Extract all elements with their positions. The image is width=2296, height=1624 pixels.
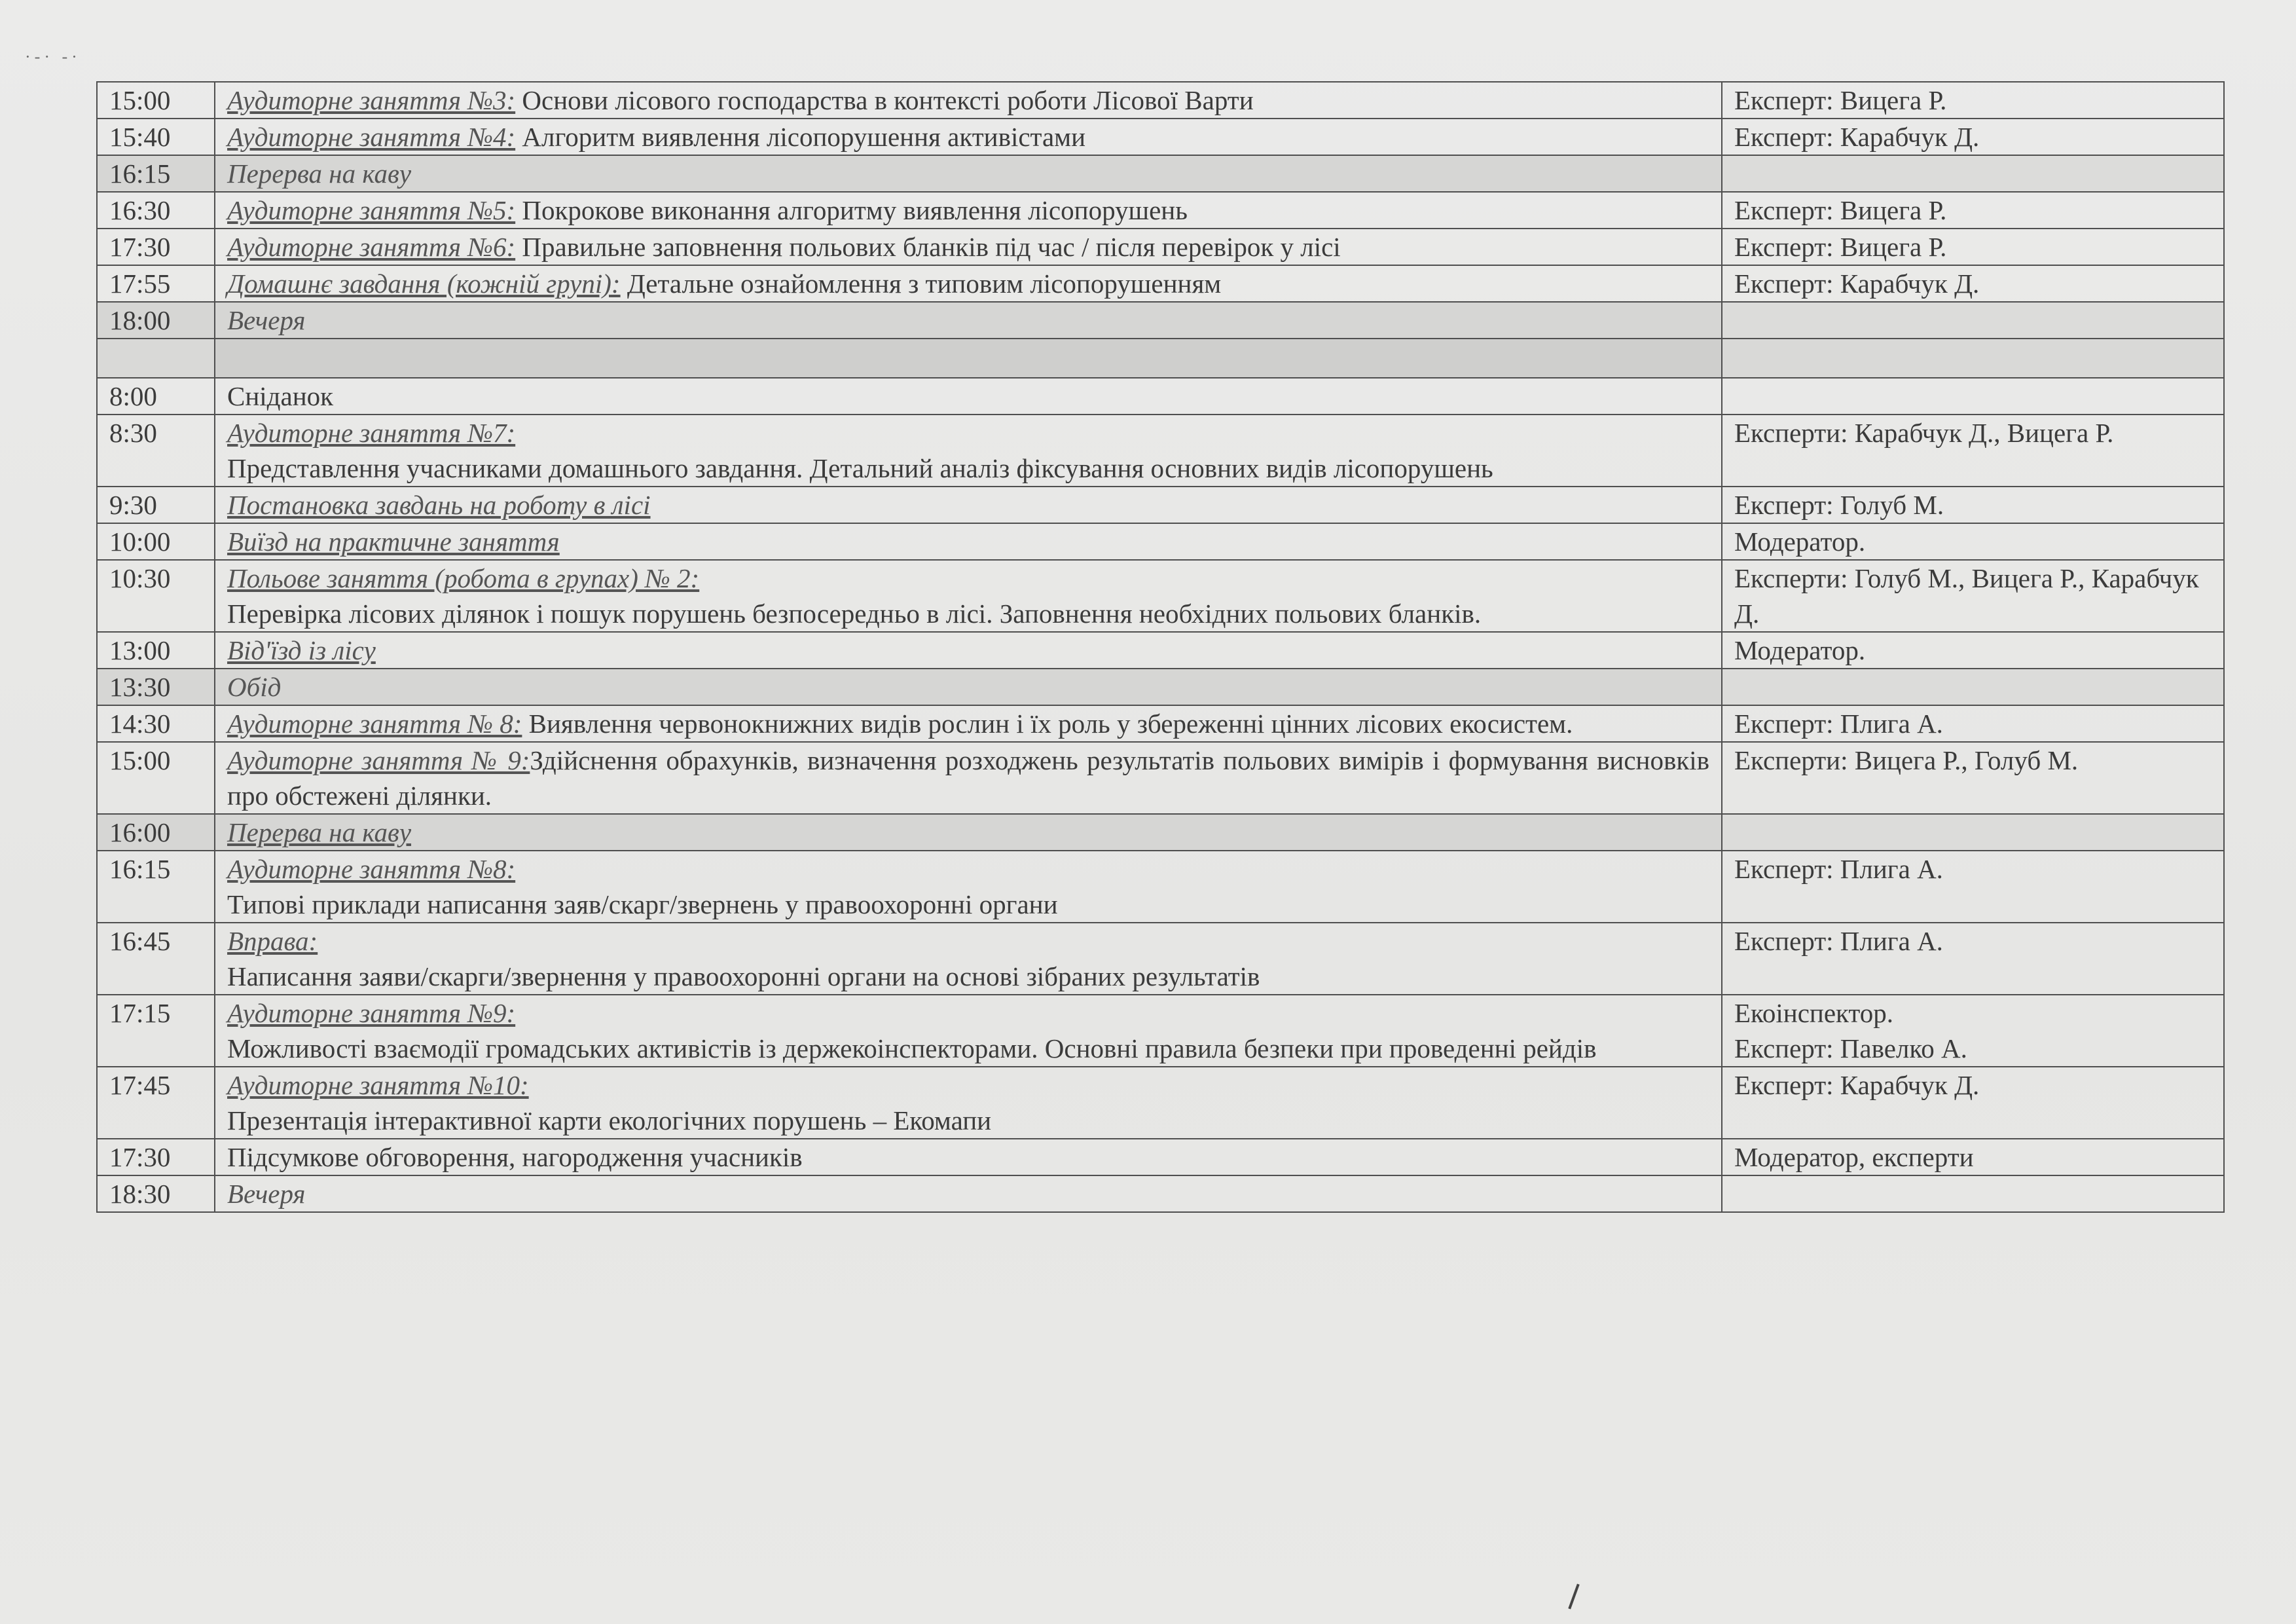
time-cell: 17:55 bbox=[97, 265, 215, 302]
activity-cell bbox=[215, 302, 1722, 339]
activity-label: Обід bbox=[227, 672, 282, 702]
activity-text: Детальне ознайомлення з типовим лісопорушенням bbox=[620, 268, 1222, 299]
responsible-cell bbox=[1722, 339, 2224, 378]
activity-cell bbox=[215, 119, 1722, 155]
responsible-text: Екоінспектор. bbox=[1734, 998, 1894, 1028]
activity-text: Правильне заповнення польових бланків під час / після перевірок у лісі bbox=[515, 232, 1341, 262]
time-cell: 16:15 bbox=[97, 155, 215, 192]
schedule-row bbox=[97, 1175, 2224, 1212]
time-cell: 16:15 bbox=[97, 851, 215, 923]
schedule-body bbox=[97, 82, 2224, 1212]
time-cell: 9:30 bbox=[97, 487, 215, 523]
schedule-table bbox=[96, 81, 2225, 1213]
schedule-row bbox=[97, 119, 2224, 155]
responsible-cell bbox=[1722, 523, 2224, 560]
schedule-row bbox=[97, 378, 2224, 415]
activity-label: Вечеря bbox=[227, 1179, 306, 1209]
activity-cell bbox=[215, 1139, 1722, 1175]
time-cell: 10:30 bbox=[97, 560, 215, 632]
activity-text: Типові приклади написання заяв/скарг/звернень у правоохоронні органи bbox=[227, 889, 1058, 919]
schedule-row bbox=[97, 814, 2224, 851]
responsible-text: Модератор, експерти bbox=[1734, 1142, 1974, 1172]
activity-cell bbox=[215, 155, 1722, 192]
activity-label: Постановка завдань на роботу в лісі bbox=[227, 490, 651, 520]
schedule-row bbox=[97, 229, 2224, 265]
schedule-row bbox=[97, 155, 2224, 192]
scan-specks: ·-· -· bbox=[25, 47, 81, 66]
activity-cell bbox=[215, 705, 1722, 742]
activity-label: Польове заняття (робота в групах) № 2: bbox=[227, 563, 700, 593]
responsible-cell bbox=[1722, 995, 2224, 1067]
time-cell: 17:45 bbox=[97, 1067, 215, 1139]
responsible-cell bbox=[1722, 302, 2224, 339]
activity-text: Сніданок bbox=[227, 381, 334, 411]
time-cell: 13:00 bbox=[97, 632, 215, 669]
activity-label: Аудиторне заняття №4: bbox=[227, 122, 516, 152]
activity-label: Аудиторне заняття №10: bbox=[227, 1070, 529, 1100]
activity-label: Від'їзд із лісу bbox=[227, 635, 376, 665]
responsible-text-secondary: Експерт: Павелко А. bbox=[1734, 1033, 1967, 1063]
schedule-row bbox=[97, 523, 2224, 560]
schedule-row bbox=[97, 487, 2224, 523]
time-cell: 15:40 bbox=[97, 119, 215, 155]
activity-text: Презентація інтерактивної карти екологічних порушень – Екомапи bbox=[227, 1105, 992, 1135]
responsible-text: Експерт: Карабчук Д. bbox=[1734, 1070, 1980, 1100]
responsible-text: Експерт: Вицега Р. bbox=[1734, 195, 1947, 225]
time-cell: 17:30 bbox=[97, 229, 215, 265]
schedule-row bbox=[97, 995, 2224, 1067]
activity-label: Вправа: bbox=[227, 926, 318, 956]
responsible-text: Експерт: Карабчук Д. bbox=[1734, 268, 1980, 299]
activity-text: Перевірка лісових ділянок і пошук порушень безпосередньо в лісі. Заповнення необхідних польових бланків. bbox=[227, 599, 1482, 629]
activity-cell bbox=[215, 192, 1722, 229]
activity-label: Перерва на каву bbox=[227, 158, 412, 189]
responsible-text: Експерт: Плига А. bbox=[1734, 926, 1943, 956]
activity-text: Підсумкове обговорення, нагородження учасників bbox=[227, 1142, 803, 1172]
activity-cell bbox=[215, 669, 1722, 705]
activity-label: Аудиторне заняття №7: bbox=[227, 418, 516, 448]
activity-cell bbox=[215, 1067, 1722, 1139]
activity-label: Аудиторне заняття №9: bbox=[227, 998, 516, 1028]
activity-cell bbox=[215, 487, 1722, 523]
activity-label: Аудиторне заняття №3: bbox=[227, 85, 516, 115]
schedule-row bbox=[97, 265, 2224, 302]
activity-text: Написання заяви/скарги/звернення у правоохоронні органи на основі зібраних результатів bbox=[227, 961, 1260, 991]
activity-cell bbox=[215, 378, 1722, 415]
schedule-row bbox=[97, 742, 2224, 814]
time-cell: 16:00 bbox=[97, 814, 215, 851]
activity-cell bbox=[215, 560, 1722, 632]
responsible-cell bbox=[1722, 560, 2224, 632]
activity-text: Виявлення червонокнижних видів рослин і їх роль у збереженні цінних лісових екосистем. bbox=[522, 709, 1573, 739]
time-cell: 15:00 bbox=[97, 742, 215, 814]
activity-cell bbox=[215, 1175, 1722, 1212]
responsible-text: Експерт: Плига А. bbox=[1734, 854, 1943, 884]
activity-label: Аудиторне заняття №8: bbox=[227, 854, 516, 884]
time-cell: 10:00 bbox=[97, 523, 215, 560]
responsible-cell bbox=[1722, 155, 2224, 192]
time-cell: 18:30 bbox=[97, 1175, 215, 1212]
time-cell: 17:30 bbox=[97, 1139, 215, 1175]
activity-cell bbox=[215, 923, 1722, 995]
activity-cell bbox=[215, 339, 1722, 378]
responsible-cell bbox=[1722, 632, 2224, 669]
activity-label: Аудиторне заняття №5: bbox=[227, 195, 516, 225]
time-cell: 16:45 bbox=[97, 923, 215, 995]
schedule-row bbox=[97, 415, 2224, 487]
responsible-text: Експерт: Карабчук Д. bbox=[1734, 122, 1980, 152]
activity-cell bbox=[215, 814, 1722, 851]
responsible-cell bbox=[1722, 119, 2224, 155]
responsible-cell bbox=[1722, 705, 2224, 742]
responsible-text: Експерти: Голуб М., Вицега Р., Карабчук Д. bbox=[1734, 563, 2199, 629]
schedule-row bbox=[97, 302, 2224, 339]
time-cell: 13:30 bbox=[97, 669, 215, 705]
time-cell bbox=[97, 339, 215, 378]
activity-cell bbox=[215, 229, 1722, 265]
responsible-cell bbox=[1722, 742, 2224, 814]
activity-text: Можливості взаємодії громадських активістів із держекоінспекторами. Основні правила безпеки при проведенні рейдів bbox=[227, 1033, 1597, 1063]
activity-text: Здійснення обрахунків, визначення розходжень результатів польових вимірів і формування висновків про обстежені ділянки. bbox=[227, 745, 1709, 811]
responsible-cell bbox=[1722, 1067, 2224, 1139]
activity-label: Виїзд на практичне заняття bbox=[227, 526, 560, 557]
schedule-row bbox=[97, 82, 2224, 119]
activity-cell bbox=[215, 265, 1722, 302]
responsible-cell bbox=[1722, 82, 2224, 119]
schedule-row bbox=[97, 1067, 2224, 1139]
activity-label: Аудиторне заняття № 9: bbox=[227, 745, 530, 775]
time-cell: 8:30 bbox=[97, 415, 215, 487]
time-cell: 15:00 bbox=[97, 82, 215, 119]
activity-cell bbox=[215, 632, 1722, 669]
schedule-row bbox=[97, 192, 2224, 229]
responsible-text: Модератор. bbox=[1734, 526, 1866, 557]
responsible-text: Експерт: Вицега Р. bbox=[1734, 232, 1947, 262]
time-cell: 14:30 bbox=[97, 705, 215, 742]
schedule-row bbox=[97, 632, 2224, 669]
activity-label: Вечеря bbox=[227, 305, 306, 335]
schedule-row bbox=[97, 669, 2224, 705]
schedule-row bbox=[97, 851, 2224, 923]
time-cell: 17:15 bbox=[97, 995, 215, 1067]
activity-cell bbox=[215, 851, 1722, 923]
activity-cell bbox=[215, 742, 1722, 814]
activity-cell bbox=[215, 523, 1722, 560]
schedule-row bbox=[97, 923, 2224, 995]
activity-label: Аудиторне заняття № 8: bbox=[227, 709, 522, 739]
responsible-cell bbox=[1722, 378, 2224, 415]
activity-text: Алгоритм виявлення лісопорушення активістами bbox=[515, 122, 1086, 152]
schedule-row bbox=[97, 339, 2224, 378]
activity-cell bbox=[215, 82, 1722, 119]
responsible-text: Модератор. bbox=[1734, 635, 1866, 665]
schedule-row bbox=[97, 705, 2224, 742]
responsible-text: Експерт: Плига А. bbox=[1734, 709, 1943, 739]
time-cell: 18:00 bbox=[97, 302, 215, 339]
responsible-text: Експерти: Вицега Р., Голуб М. bbox=[1734, 745, 2079, 775]
activity-text: Основи лісового господарства в контексті роботи Лісової Варти bbox=[515, 85, 1254, 115]
responsible-cell bbox=[1722, 192, 2224, 229]
responsible-text: Експерт: Голуб М. bbox=[1734, 490, 1944, 520]
responsible-cell bbox=[1722, 265, 2224, 302]
responsible-cell bbox=[1722, 1175, 2224, 1212]
responsible-cell bbox=[1722, 229, 2224, 265]
responsible-cell bbox=[1722, 814, 2224, 851]
responsible-cell bbox=[1722, 923, 2224, 995]
activity-label: Домашнє завдання (кожній групі): bbox=[227, 268, 621, 299]
responsible-text: Експерт: Вицега Р. bbox=[1734, 85, 1947, 115]
activity-text: Покрокове виконання алгоритму виявлення лісопорушень bbox=[515, 195, 1188, 225]
responsible-cell bbox=[1722, 669, 2224, 705]
time-cell: 16:30 bbox=[97, 192, 215, 229]
responsible-cell bbox=[1722, 487, 2224, 523]
schedule-row bbox=[97, 1139, 2224, 1175]
activity-label: Перерва на каву bbox=[227, 817, 412, 847]
responsible-cell bbox=[1722, 415, 2224, 487]
activity-label: Аудиторне заняття №6: bbox=[227, 232, 516, 262]
activity-text: Представлення учасниками домашнього завдання. Детальний аналіз фіксування основних видів лісопорушень bbox=[227, 453, 1493, 483]
time-cell: 8:00 bbox=[97, 378, 215, 415]
responsible-cell bbox=[1722, 851, 2224, 923]
responsible-cell bbox=[1722, 1139, 2224, 1175]
activity-cell bbox=[215, 995, 1722, 1067]
schedule-row bbox=[97, 560, 2224, 632]
scan-mark bbox=[1568, 1584, 1579, 1610]
responsible-text: Експерти: Карабчук Д., Вицега Р. bbox=[1734, 418, 2114, 448]
activity-cell bbox=[215, 415, 1722, 487]
